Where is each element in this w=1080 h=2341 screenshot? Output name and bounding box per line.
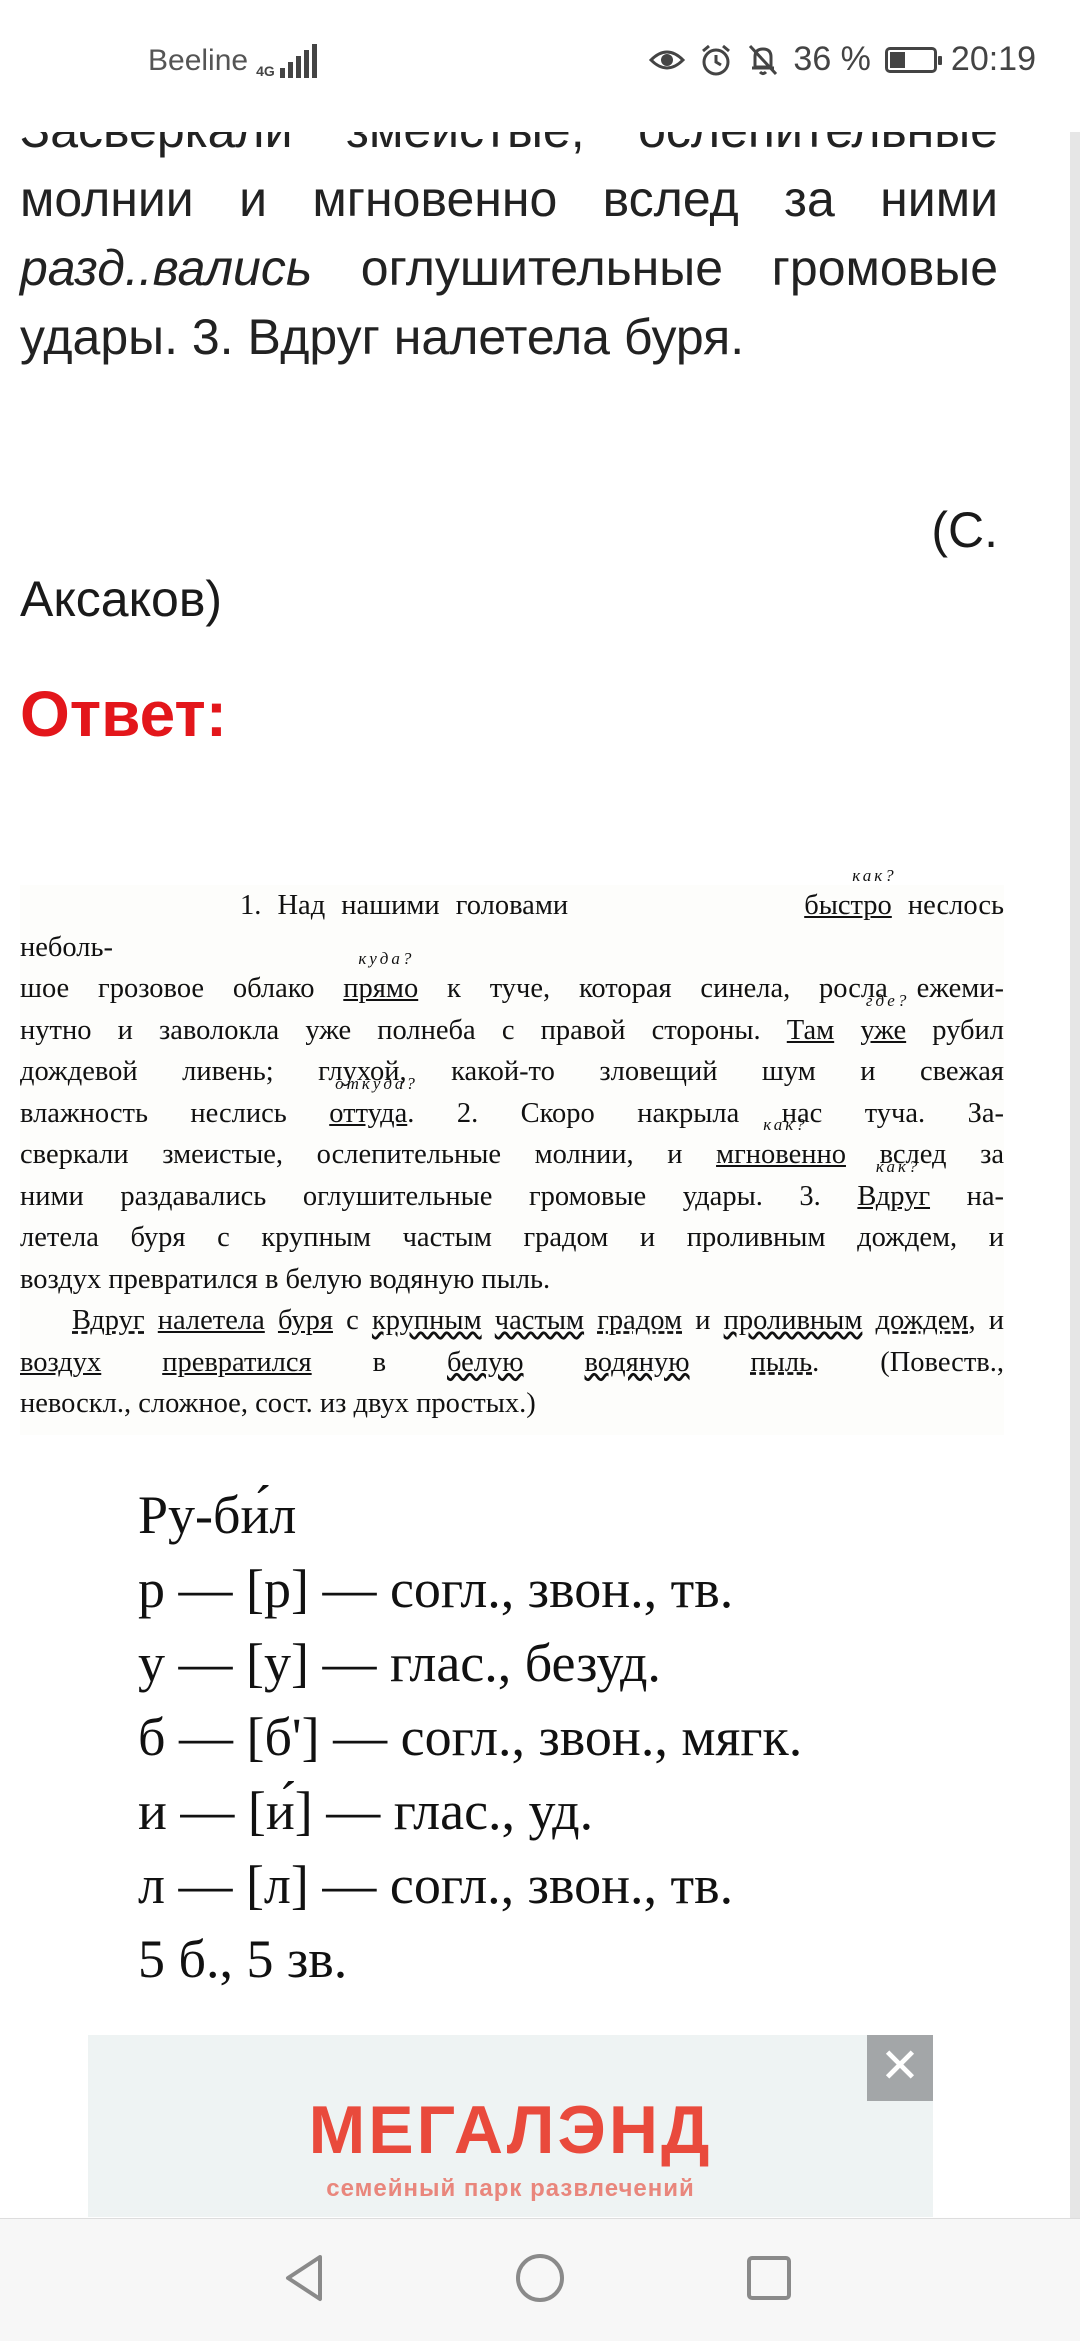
text-line: молнии и xyxy=(20,171,268,227)
phonetic-word: Ру-би́л xyxy=(138,1485,297,1545)
adverb-word: Там xyxy=(786,1014,835,1046)
battery-icon xyxy=(885,47,937,73)
author xyxy=(20,496,998,634)
task-paragraph xyxy=(20,96,998,372)
back-icon[interactable] xyxy=(272,2243,342,2313)
adverb-word: как? быстро xyxy=(584,885,892,927)
phonetic-line: б — [б'] — согл., звон., мягк. xyxy=(138,1707,803,1767)
eye-icon xyxy=(649,46,685,74)
scan-line: сверкали змеистые, ослепительные молнии, и как? мгновенно вслед за xyxy=(20,1134,1004,1176)
status-icons xyxy=(649,40,1036,79)
scan-line: ними раздавались оглушительные громовые удары. 3. как? Вдруг на- xyxy=(20,1176,1004,1218)
carrier xyxy=(148,44,317,78)
phonetic-analysis-scan xyxy=(40,1455,940,2010)
italic-word: разд..вались xyxy=(20,240,313,296)
ad-tagline: семейный парк развлечений xyxy=(326,2175,695,2202)
carrier-name: Beeline xyxy=(148,44,249,77)
phonetic-summary: 5 б., 5 зв. xyxy=(138,1929,348,1989)
scan-line: летела буря с крупным частым градом и проливным дождем, и xyxy=(20,1222,1004,1253)
adverb-word: как? Вдруг xyxy=(857,1176,930,1218)
phonetic-line: у — [у] — глас., безуд. xyxy=(138,1633,661,1693)
scan-line: 1. Над нашими головами как? быстро неслось неболь- xyxy=(20,885,1004,968)
phonetic-line: и — [и́] — глас., уд. xyxy=(138,1781,594,1841)
battery-fill xyxy=(890,52,905,68)
text-line: буря. xyxy=(623,309,745,365)
scan-line: дождевой ливень; глухой, какой-то зловещий шум и свежая xyxy=(20,1056,1004,1087)
scrollbar[interactable] xyxy=(1070,108,1080,2218)
adverb-word: откуда? оттуда xyxy=(329,1093,407,1135)
ad-banner[interactable] xyxy=(88,2035,933,2217)
scan-line: шое грозовое облако куда? прямо к туче, которая синела, росла ежеми- xyxy=(20,968,1004,1010)
phonetic-line: р — [р] — согл., звон., тв. xyxy=(138,1559,734,1619)
navigation-bar xyxy=(0,2218,1080,2341)
author-open: (С. xyxy=(931,502,998,558)
close-icon[interactable]: ✕ xyxy=(867,2035,933,2101)
adverb-word: где? уже xyxy=(860,1010,906,1052)
text-line: громовые удары. 3. Вдруг налетела xyxy=(20,240,998,365)
article-text xyxy=(20,96,998,754)
text-line: мгновенно вслед за ними xyxy=(312,171,998,227)
home-icon[interactable] xyxy=(505,2243,575,2313)
adverb-word: как? мгновенно xyxy=(716,1134,846,1176)
battery-percent: 36 % xyxy=(793,40,871,78)
scan-line: нутно и заволокла уже полнеба с правой стороны. Там где? уже рубил xyxy=(20,1010,1004,1052)
status-bar xyxy=(0,0,1080,132)
recent-apps-icon[interactable] xyxy=(734,2243,804,2313)
adverb-word: куда? прямо xyxy=(343,968,418,1010)
answer-scan-text xyxy=(20,885,1004,1435)
text-line: оглушительные xyxy=(312,240,724,296)
mute-bell-icon xyxy=(747,43,779,77)
network-tag: 4G xyxy=(256,63,275,79)
phonetic-line: л — [л] — согл., звон., тв. xyxy=(138,1855,734,1915)
scan-line: невоскл., сложное, сост. из двух простых.) xyxy=(20,1388,536,1419)
scan-line: воздух превратился в белую водяную пыль. xyxy=(20,1263,551,1295)
signal-icon xyxy=(256,44,317,78)
scan-line: влажность неслись откуда? оттуда. 2. Скоро накрыла нас туча. За- xyxy=(20,1093,1004,1135)
author-name: Аксаков) xyxy=(20,571,223,627)
scan-parsed-sentence: Вдруг налетела буря с крупным частым градом и проливным дождем, и воздух превратился в белую водяную пыль. (Повеств., xyxy=(20,1305,1004,1378)
answer-heading: Ответ: xyxy=(20,678,228,750)
alarm-icon xyxy=(699,43,733,77)
ad-logo[interactable]: МЕГАЛЭНД xyxy=(308,2092,713,2168)
clock: 20:19 xyxy=(950,40,1036,78)
